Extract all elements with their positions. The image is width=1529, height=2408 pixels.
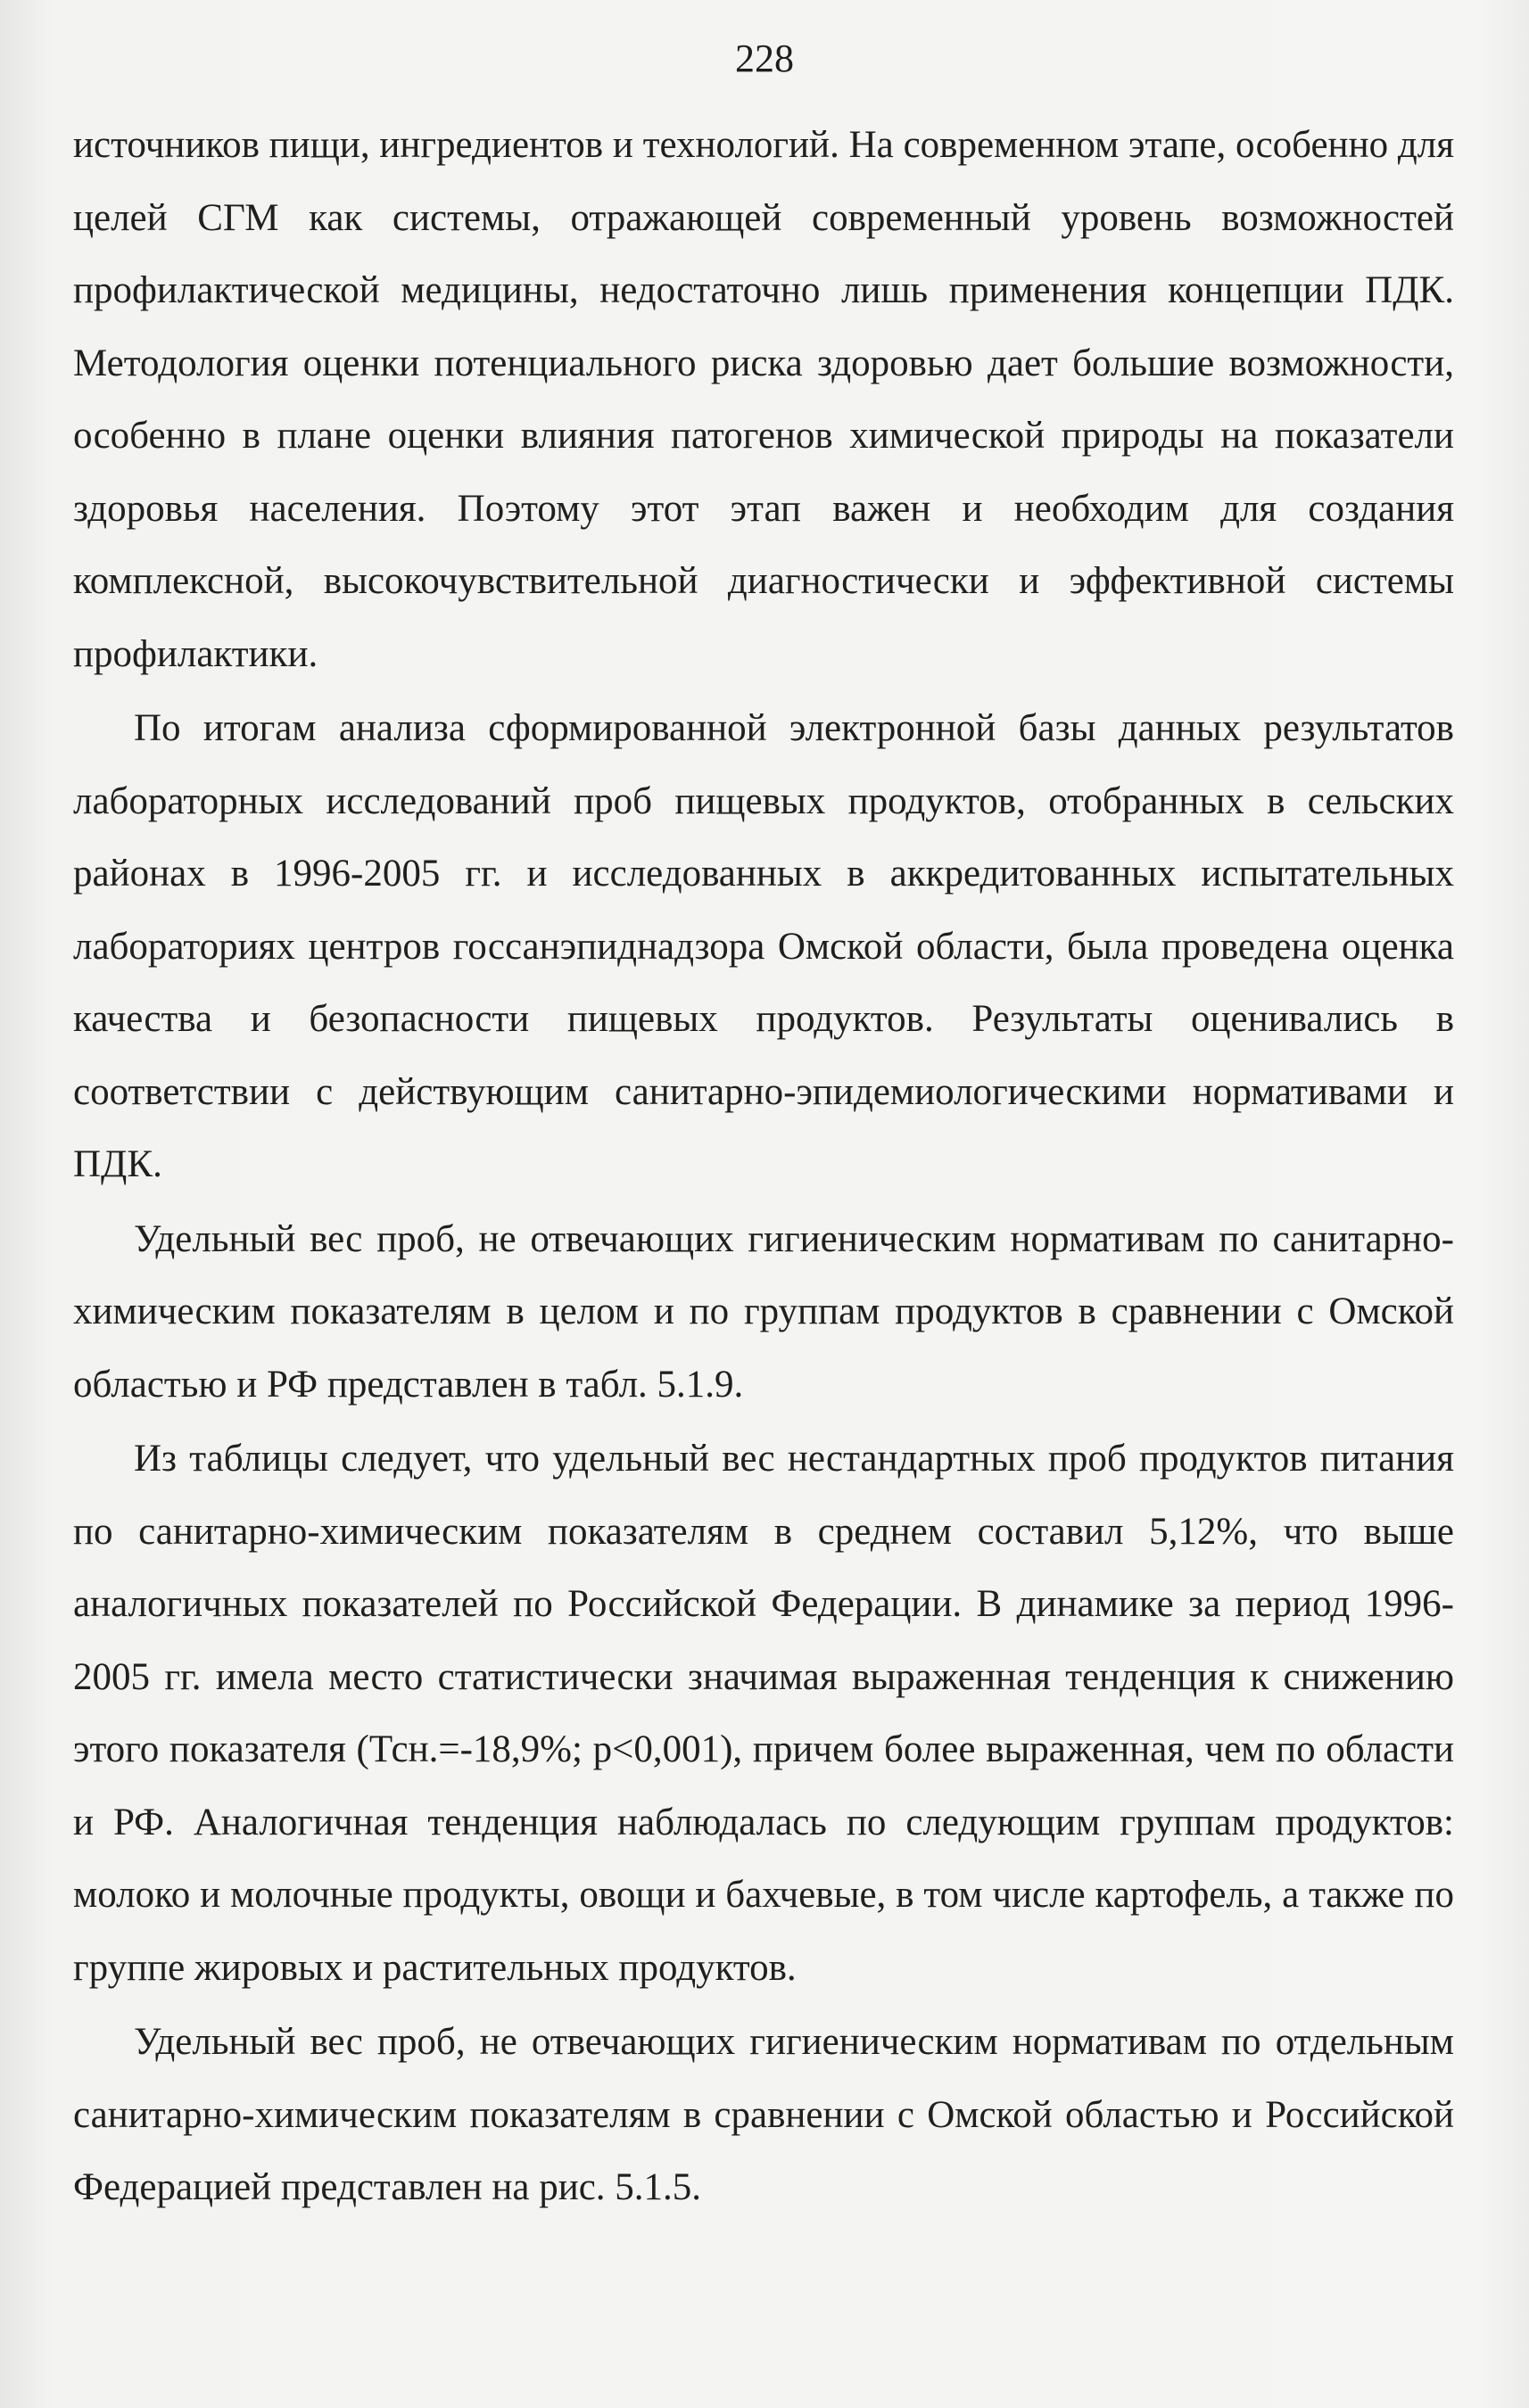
- page-number: 228: [735, 37, 794, 80]
- paragraph-1: источников пищи, ингредиентов и технологий. На современном этапе, особенно для целей СГМ как системы, отражающей современный уровень возможностей профилактической медицины, недостаточно лишь применения концепции ПДК. Методология оценки потенциального риска здоровью дает большие возможности, особенно в плане оценки влияния патогенов химической природы на показатели здоровья населения. Поэтому этот этап важен и необходим для создания комплексной, высокочувствительной диагностически и эффективной системы профилактики.: [73, 124, 1454, 675]
- paragraph-5: Удельный вес проб, не отвечающих гигиеническим нормативам по отдельным санитарно-химическим показателям в сравнении с Омской областью и Российской Федерацией представлен на рис. 5.1.5.: [73, 2021, 1454, 2208]
- paragraph-3: Удельный вес проб, не отвечающих гигиеническим нормативам по санитарно-химическим показателям в целом и по группам продуктов в сравнении с Омской областью и РФ представлен в табл. 5.1.9.: [73, 1217, 1454, 1406]
- paragraph-2: По итогам анализа сформированной электронной базы данных результатов лабораторных исследований проб пищевых продуктов, отобранных в сельских районах в 1996-2005 гг. и исследованных в аккредитованных испытательных лабораториях центров госсанэпиднадзора Омской области, была проведена оценка качества и безопасности пищевых продуктов. Результаты оценивались в соответствии с действующим санитарно-эпидемиологическими нормативами и ПДК.: [73, 707, 1454, 1185]
- paragraph-4: Из таблицы следует, что удельный вес нестандартных проб продуктов питания по санитарно-химическим показателям в среднем составил 5,12%, что выше аналогичных показателей по Российской Федерации. В динамике за период 1996-2005 гг. имела место статистически значимая выраженная тенденция к снижению этого показателя (Тсн.=-18,9%; р<0,001), причем более выраженная, чем по области и РФ. Аналогичная тенденция наблюдалась по следующим группам продуктов: молоко и молочные продукты, овощи и бахчевые, в том числе картофель, а также по группе жировых и растительных продуктов.: [73, 1438, 1454, 1989]
- body-text: [73, 109, 1454, 2224]
